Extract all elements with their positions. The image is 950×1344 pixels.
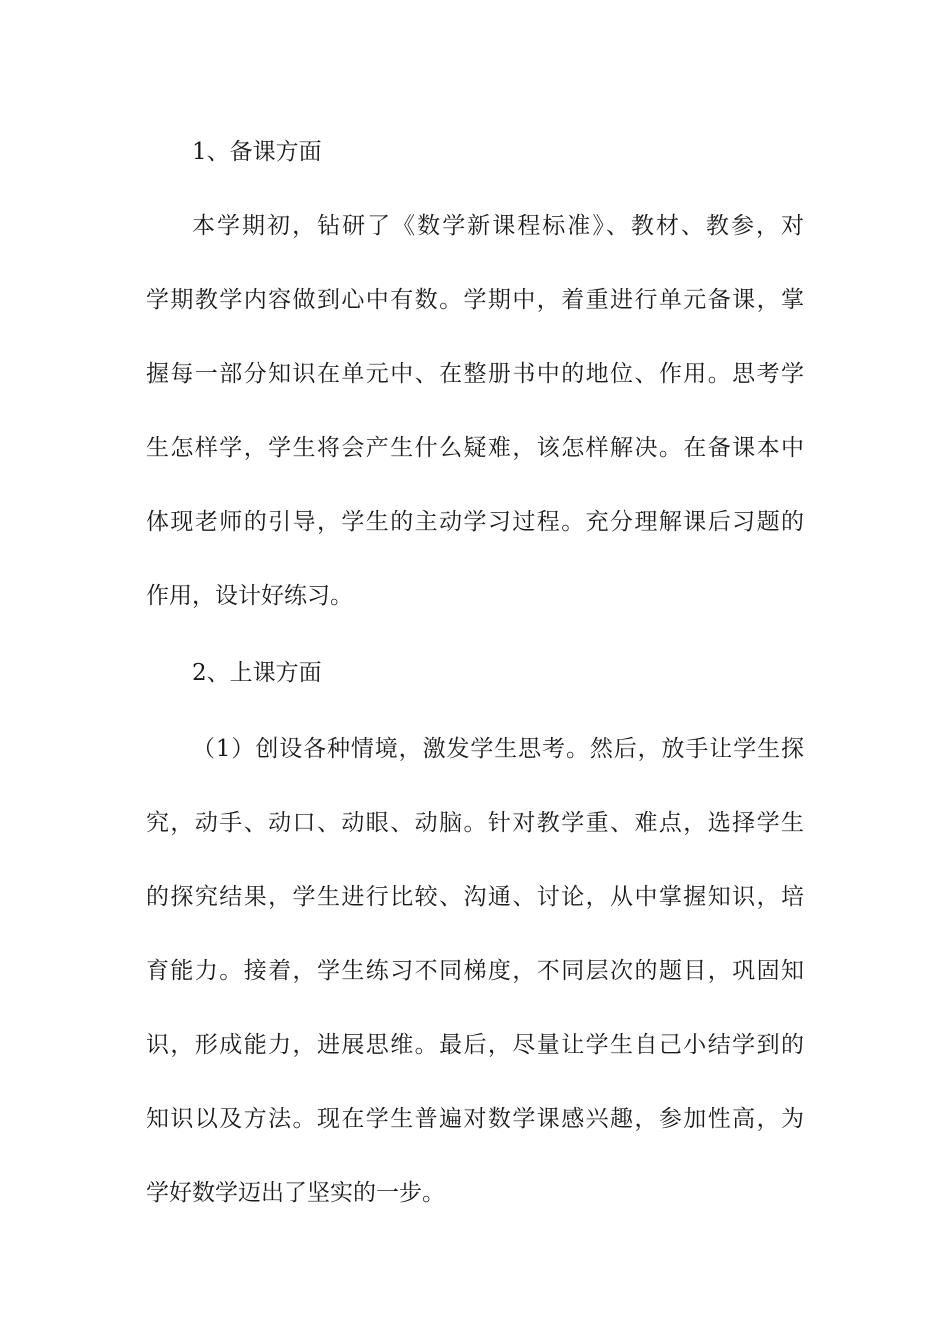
paragraph-line: 究，动手、动口、动眼、动脑。针对教学重、难点，选择学生 — [146, 810, 804, 836]
paragraph-line: 握每一部分知识在单元中、在整册书中的地位、作用。思考学 — [146, 361, 804, 387]
paragraph-line: 学期教学内容做到心中有数。学期中，着重进行单元备课，掌 — [146, 287, 804, 313]
paragraph-line: 体现老师的引导，学生的主动学习过程。充分理解课后习题的 — [146, 509, 804, 535]
paragraph-line: 育能力。接着，学生练习不同梯度，不同层次的题目，巩固知 — [146, 958, 804, 984]
paragraph-line: 学好数学迈出了坚实的一步。 — [146, 1180, 445, 1206]
paragraph-line: 作用，设计好练习。 — [146, 583, 353, 609]
paragraph-line: 识，形成能力，进展思维。最后，尽量让学生自己小结学到的 — [146, 1032, 804, 1058]
paragraph-line: 生怎样学，学生将会产生什么疑难，该怎样解决。在备课本中 — [146, 435, 804, 461]
section-heading-1: 1、备课方面 — [192, 139, 322, 165]
section-heading-2: 2、上课方面 — [192, 660, 322, 686]
paragraph-line: 知识以及方法。现在学生普遍对数学课感兴趣，参加性高，为 — [146, 1106, 804, 1132]
paragraph-line: 本学期初，钻研了《数学新课程标准》、教材、教参，对 — [192, 213, 804, 239]
paragraph-line: （1）创设各种情境，激发学生思考。然后，放手让学生探 — [192, 736, 804, 762]
paragraph-line: 的探究结果，学生进行比较、沟通、讨论，从中掌握知识，培 — [146, 884, 804, 910]
